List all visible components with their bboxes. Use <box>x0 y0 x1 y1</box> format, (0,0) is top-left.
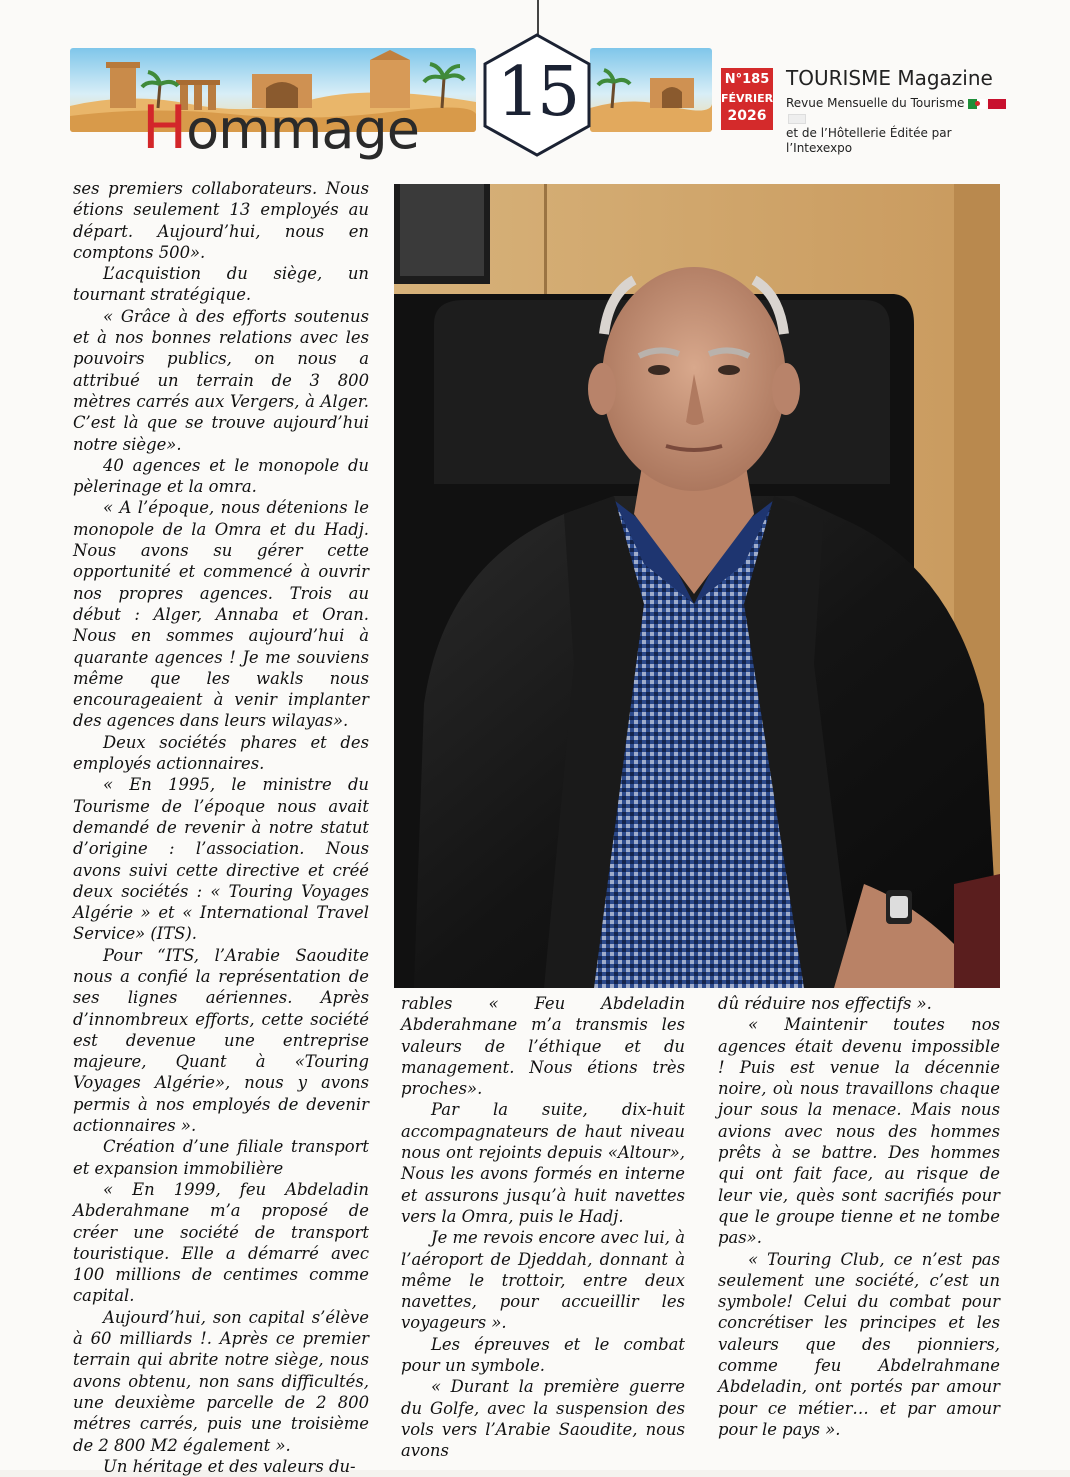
paragraph: rables « Feu Abdeladin Abderahmane m’a transmis les valeurs de l’éthique et du management. Nous étions très proches». <box>401 994 685 1099</box>
paragraph: « Durant la première guerre du Golfe, avec la suspension des vols vers l’Arabie Saoudite, nous avons <box>401 1377 685 1461</box>
paragraph: « En 1995, le ministre du Tourisme de l’époque nous avait demandé de revenir à notre statut d’origine : l’association. Nous avons suivi cette directive et créé deux sociétés : « Touring Voyages Algérie » et « International Travel Service» (ITS). <box>73 775 369 944</box>
paragraph: dû réduire nos effectifs ». <box>718 994 932 1013</box>
section-title <box>142 93 419 163</box>
section-title-initial: H <box>142 93 187 163</box>
portrait-illustration <box>394 184 1000 988</box>
paragraph: 40 agences et le monopole du pèlerinage et la omra. <box>73 455 369 497</box>
paragraph: Je me revois encore avec lui, à l’aéroport de Djeddah, donnant à même le trottoir, entre deux navettes, pour accueillir les voyageurs ». <box>401 1228 685 1333</box>
paragraph: Deux sociétés phares et des employés actionnaires. <box>73 732 369 774</box>
paragraph: Création d’une filiale transport et expansion immobilière <box>73 1137 369 1178</box>
paragraph: « A l’époque, nous détenions le monopole de la Omra et du Hadj. Nous avons su gérer cette opportunité et commencé à ouvrir nos propres agences. Trois au début : Alger, Annaba et Oran. Nous en sommes aujourd’hui à quarante agences ! Je me souviens même que les wakls nous encourageaient à venir implanter des agences dans leurs wilayas». <box>73 498 369 731</box>
issue-month: FÉVRIER <box>721 92 774 105</box>
paragraph: Par la suite, dix-huit accompagnateurs de haut niveau nous ont rejoints depuis «Altour», Nous les avons formés en interne et assurons jusqu’à huit navettes vers la Omra, puis le Hadj. <box>401 1100 685 1226</box>
paragraph: « En 1999, feu Abdeladin Abderahmane m’a proposé de créer une société de transport touristique. Elle a démarré avec 100 millions de centimes comme capital. <box>73 1179 369 1306</box>
issue-badge <box>721 68 773 130</box>
desert-arch-illustration <box>590 48 712 132</box>
paragraph: Les épreuves et le combat pour un symbole. <box>401 1334 685 1376</box>
paragraph: « Maintenir toutes nos agences était devenu impossible ! Puis est venue la décennie noire, où nous travaillons chaque jour sous la menace. Mais nous avions avec nous des hommes prêts à se battre. Des hommes qui ont fait face, au risque de leur vie, quès sont sacrifiés pour que le groupe tienne et ne tombe pas». <box>718 1015 1000 1248</box>
flag-icon <box>788 114 806 124</box>
issue-year: 2026 <box>727 108 767 124</box>
issue-number: N°185 <box>724 72 770 87</box>
paragraph: Pour “ITS, l’Arabie Saoudite nous a confié la représentation de ses lignes aériennes. Après d’innombreux efforts, cette société est devenue une entreprise majeure, Quant à «Touring Voyages Algérie», nous y avons permis à nos employés de devenir actionnaires ». <box>73 945 369 1136</box>
header-banner-right <box>590 48 712 132</box>
flag-icon <box>968 99 986 109</box>
paragraph: L’acquistion du siège, un tournant stratégique. <box>73 264 369 305</box>
article-column-2 <box>401 993 685 1462</box>
paragraph: « Grâce à des efforts soutenus et à nos bonnes relations avec les pouvoirs publics, on nous a attribué un terrain de 3 800 mètres carrés aux Vergers, à Alger. C’est là que se trouve aujourd’hui notre siège». <box>73 306 369 454</box>
paragraph: ses premiers collaborateurs. Nous étions seulement 13 employés au départ. Aujourd’hui, nous en comptons 500». <box>73 179 369 262</box>
article-column-3 <box>718 993 1000 1440</box>
paragraph: Un héritage et des valeurs du- <box>103 1456 356 1476</box>
section-title-rest: ommage <box>186 98 419 161</box>
paragraph: « Touring Club, ce n’est pas seulement une société, c’est un symbole! Celui du combat pour concrétiser les principes et les valeurs que des pionniers, comme feu Abdelrahmane Abdeladin, ont portés par amour pour ce métier… et par amour pour le pays ». <box>718 1249 1000 1439</box>
page-number: 15 <box>496 53 578 132</box>
magazine-subtitle-line1: Revue Mensuelle du Tourisme <box>786 96 965 110</box>
magazine-subtitle <box>786 96 1016 156</box>
article-column-1 <box>73 178 369 1477</box>
magazine-title: TOURISME Magazine <box>786 66 993 90</box>
portrait-photo <box>394 184 1000 988</box>
paragraph: Aujourd’hui, son capital s’élève à 60 milliards !. Après ce premier terrain qui abrite notre siège, nous avons obtenu, non sans difficultés, une deuxième parcelle de 2 800 métres carrés, puis une troisième de 2 800 M2 également ». <box>73 1307 369 1455</box>
flag-icon <box>988 99 1006 109</box>
magazine-subtitle-line2: et de l’Hôtellerie Éditée par l’Intexexpo <box>786 126 952 155</box>
